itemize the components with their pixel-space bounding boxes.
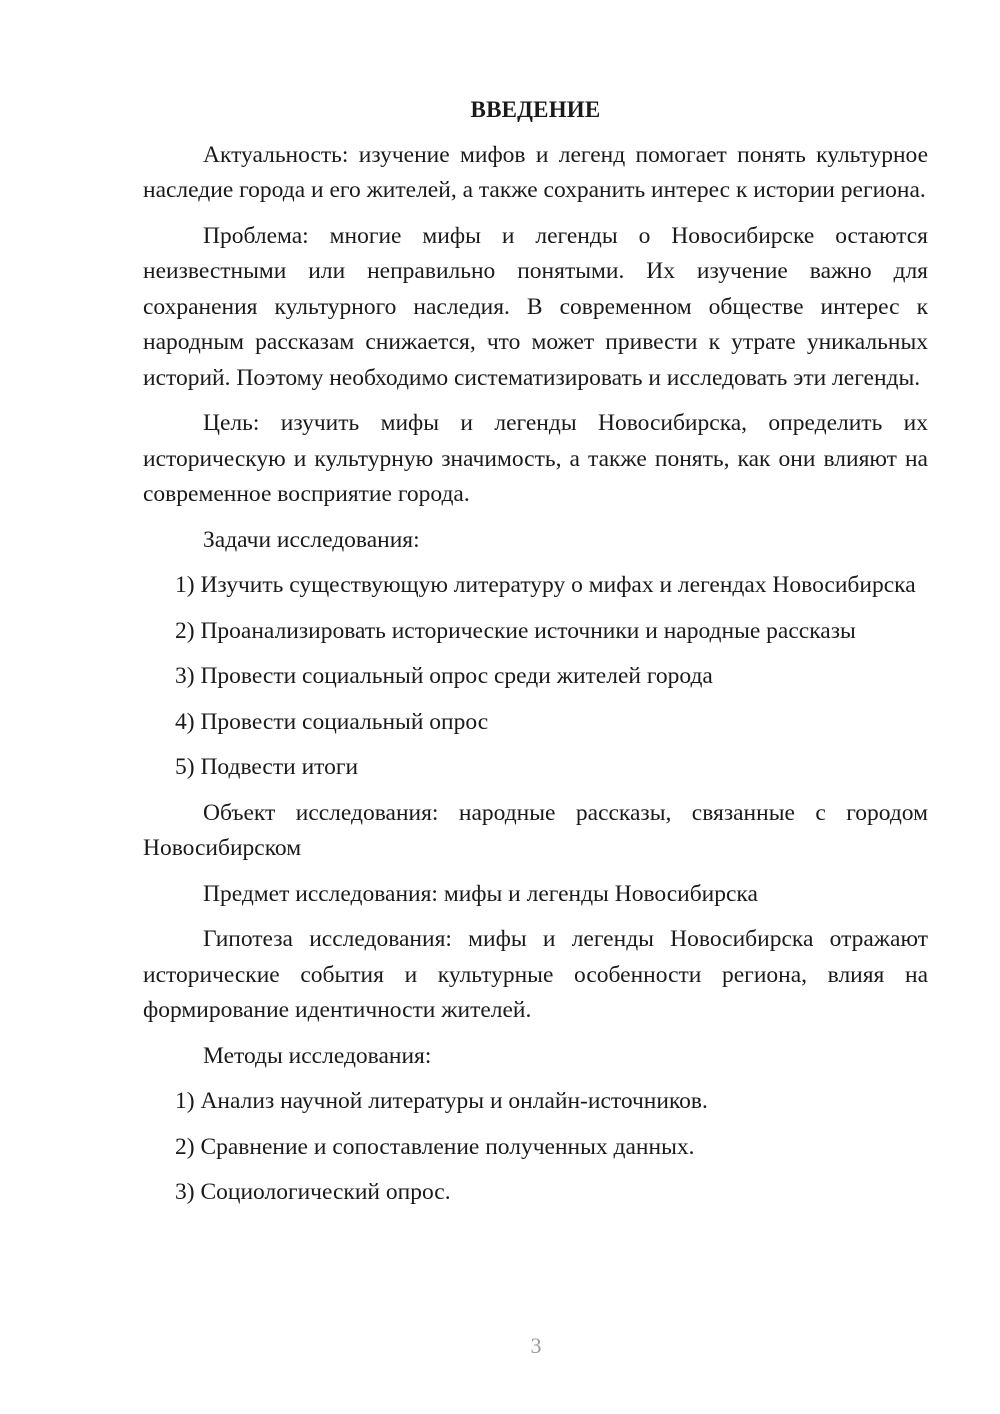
page-number: 3 (530, 1333, 542, 1358)
task-item-4: 4) Провести социальный опрос (175, 708, 489, 735)
method-item-1: 1) Анализ научной литературы и онлайн-источников. (175, 1088, 708, 1114)
paragraph-actuality: Актуальность: изучение мифов и легенд помогает понять культурное наследие города и его жителей, а также сохранить интерес к истории региона. (143, 141, 928, 203)
task-item-2: 2) Проанализировать исторические источники и народные рассказы (175, 617, 856, 644)
section-title: ВВЕДЕНИЕ (470, 97, 601, 122)
paragraph-hypothesis: Гипотеза исследования: мифы и легенды Новосибирска отражают исторические события и культурные особенности региона, влияя на формирование идентичности жителей. (143, 926, 928, 1023)
paragraph-goal: Цель: изучить мифы и легенды Новосибирска, определить их историческую и культурную значимость, а также понять, как они влияют на современное восприятие города. (143, 410, 928, 507)
task-item-5: 5) Подвести итоги (175, 754, 359, 780)
tasks-heading: Задачи исследования: (203, 526, 420, 553)
paragraph-object: Объект исследования: народные рассказы, связанные с городом Новосибирском (143, 799, 928, 861)
paragraph-subject: Предмет исследования: мифы и легенды Новосибирска (203, 880, 758, 907)
method-item-2: 2) Сравнение и сопоставление полученных данных. (175, 1133, 695, 1160)
paragraph-problem: Проблема: многие мифы и легенды о Новосибирске остаются неизвестными или неправильно понятыми. Их изучение важно для сохранения культурного наследия. В современном обществе интерес к народным рассказам снижается, что может привести к утрате уникальных историй. Поэтому необходимо систематизировать и исследовать эти легенды. (143, 222, 928, 391)
task-item-3: 3) Провести социальный опрос среди жителей города (175, 663, 713, 689)
methods-heading: Методы исследования: (203, 1042, 432, 1069)
method-item-3: 3) Социологический опрос. (175, 1179, 451, 1205)
page-content (143, 92, 928, 1221)
task-item-1: 1) Изучить существующую литературу о мифах и легендах Новосибирска (175, 572, 916, 598)
